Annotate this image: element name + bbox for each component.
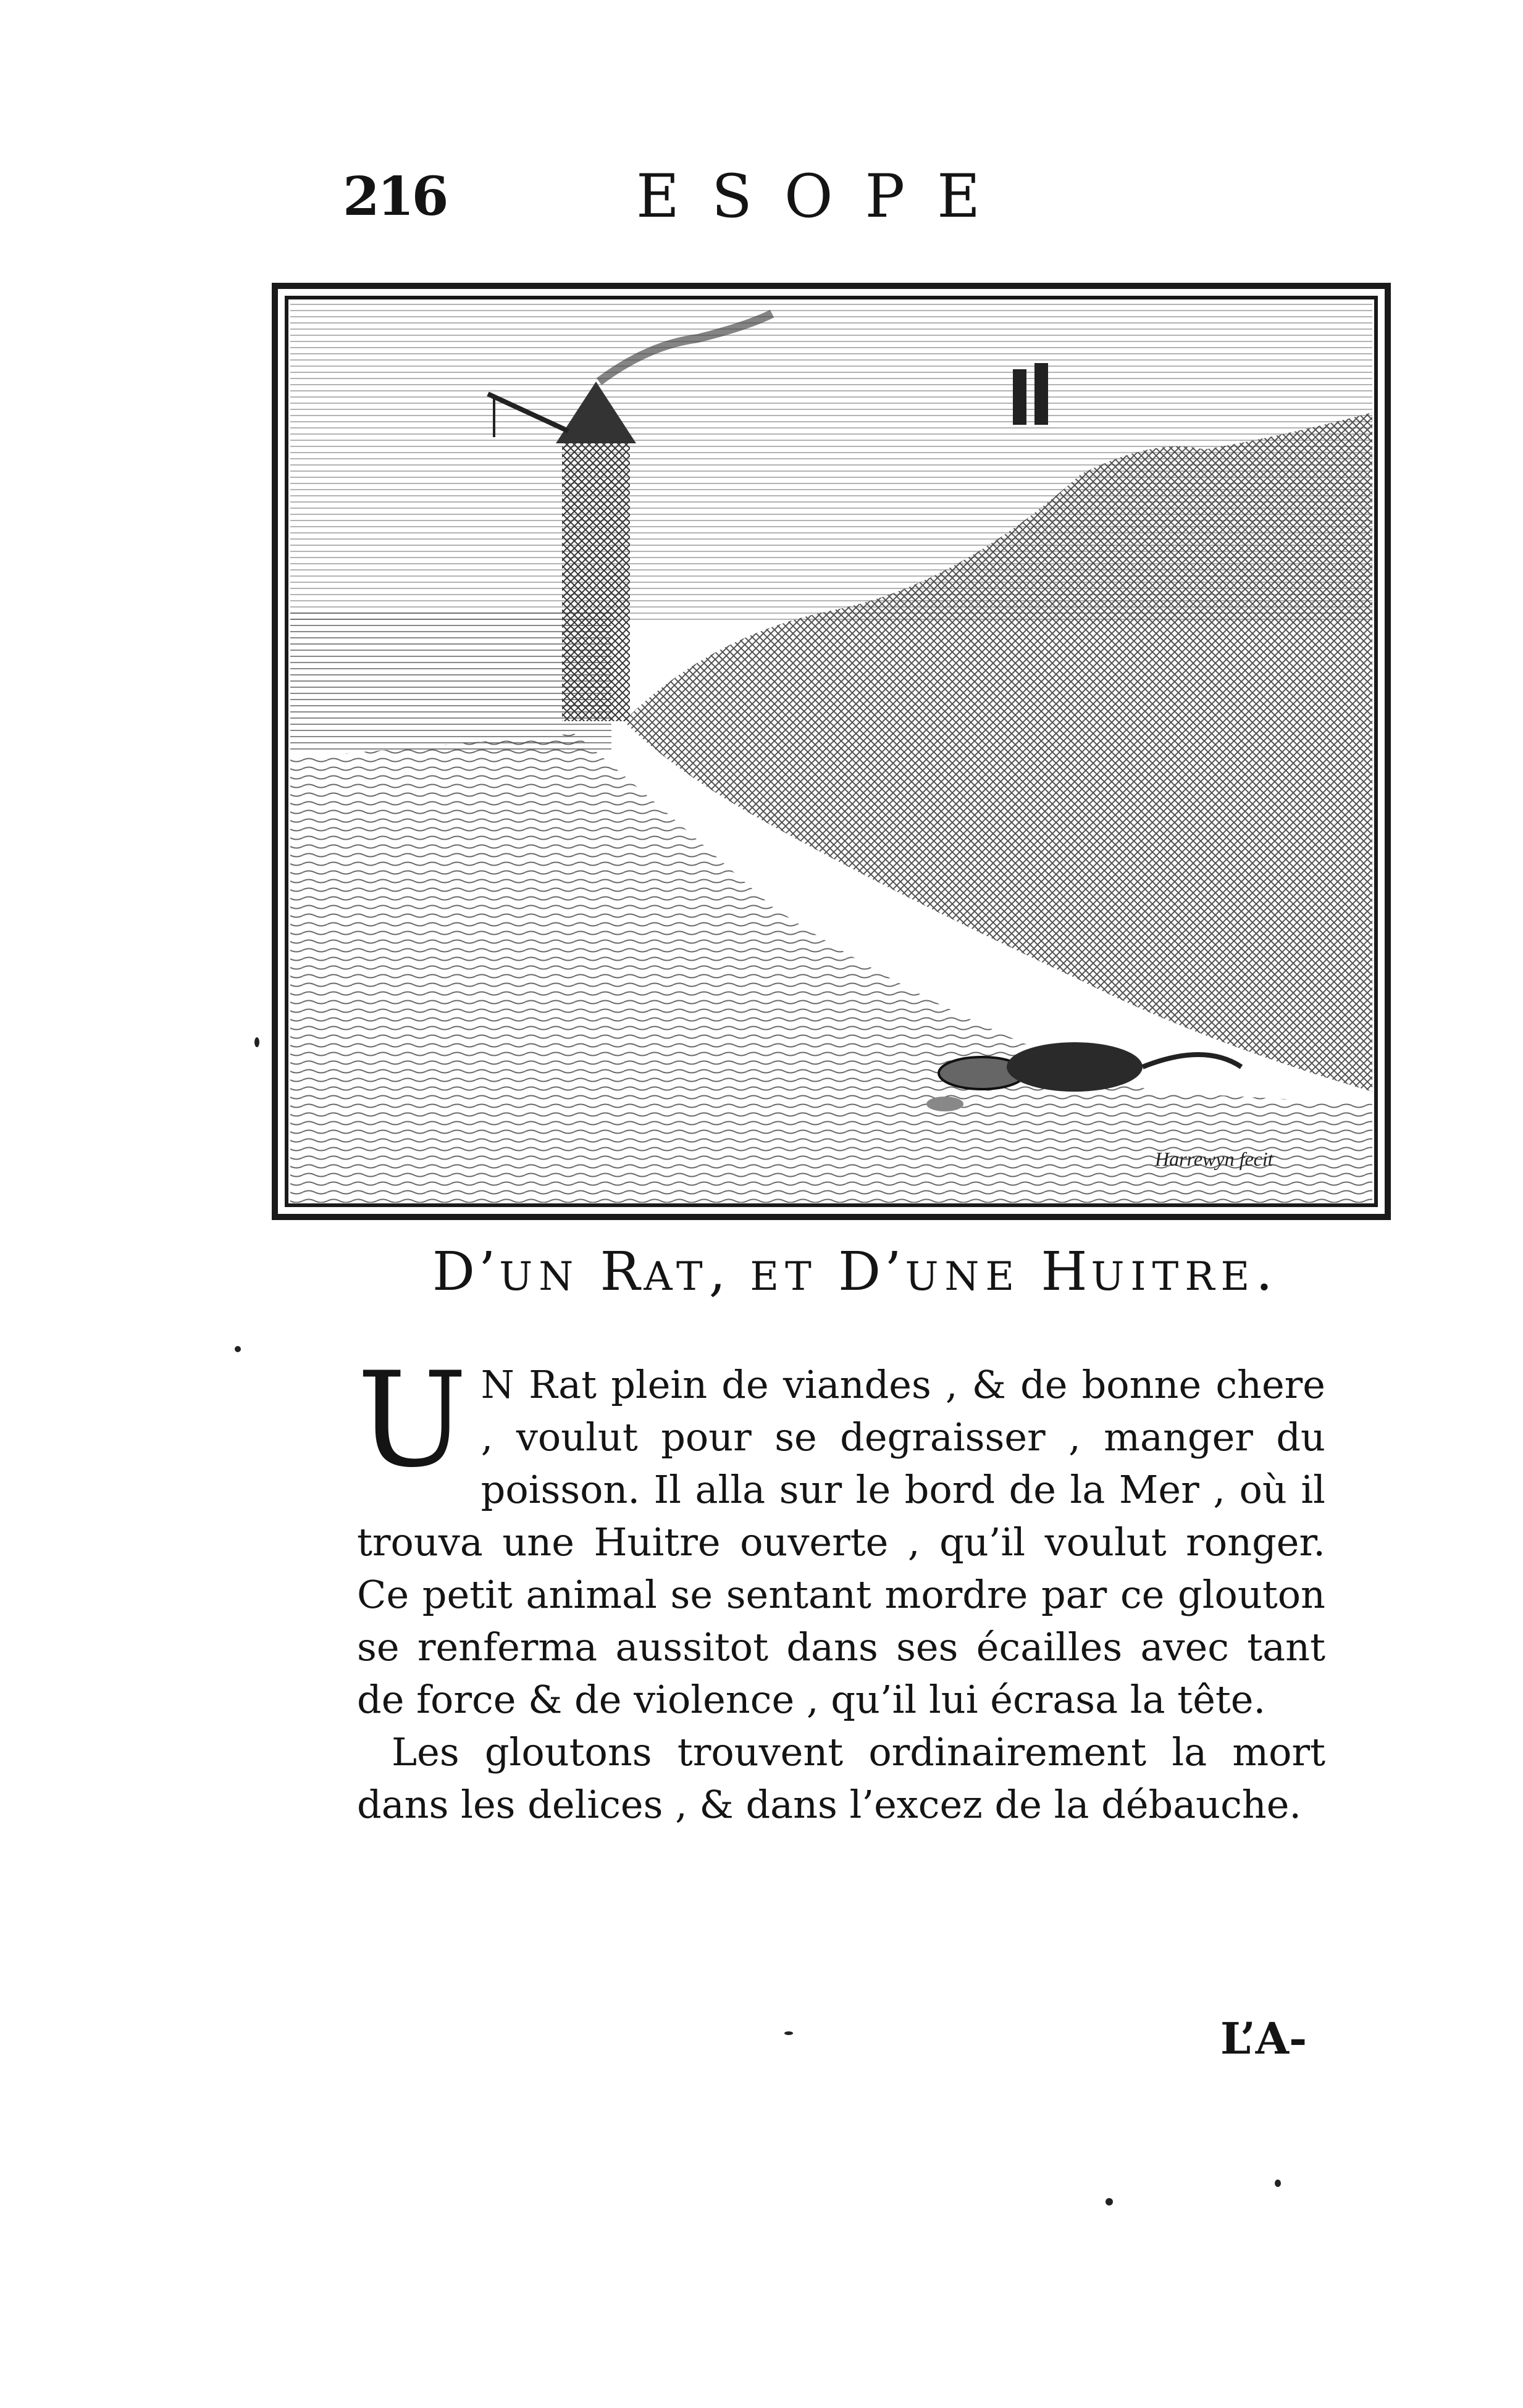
engraving-illustration — [272, 283, 1391, 1220]
page-number: 216 — [343, 165, 447, 228]
print-speck — [1106, 2198, 1113, 2205]
drop-cap: U — [357, 1344, 468, 1496]
print-speck — [254, 1037, 259, 1047]
fable-title: D’UN RAT, ET D’UNE HUITRE. — [432, 1241, 1277, 1303]
fable-moral: Les gloutons trouvent ordinairement la mort dans les delices , & dans l’excez de la débauche. — [357, 1729, 1325, 1827]
print-speck — [235, 1346, 241, 1352]
engraving-scene — [278, 289, 1385, 1214]
engraver-signature: Harrewyn fecit — [1155, 1148, 1273, 1170]
running-title: ESOPE — [636, 162, 1013, 231]
catchword: L’A- — [1220, 2013, 1307, 2064]
fable-paragraph — [357, 1344, 1325, 1726]
page-header — [0, 0, 1523, 259]
fable-text: N Rat plein de viandes , & de bonne chere , voulut pour se degraisser , manger du poisson. Il alla sur le bord de la Mer , où il trouva une Huitre ouverte , qu’il voulut ronger. Ce petit animal se sentant mordre par ce glouton se renferma aussitot dans ses écailles avec tant de force & de violence , qu’il lui écrasa la tête. — [357, 1362, 1325, 1722]
print-speck — [1275, 2180, 1281, 2187]
fable-body — [357, 1344, 1325, 1831]
print-speck — [784, 2031, 793, 2035]
